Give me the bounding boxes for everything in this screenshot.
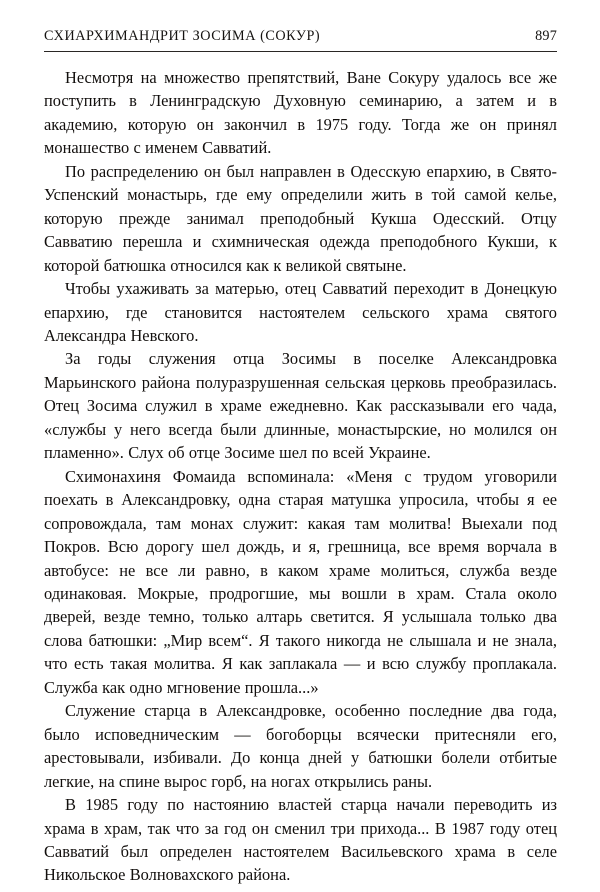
- paragraph: По распределению он был направлен в Одесскую епархию, в Свято-Успенский монастырь, где ему определили жить в той самой келье, которую прежде занимал преподобный Кукша Одесский. Отцу Савватию перешла и схимническая одежда преподобного Кукши, к которой батюшка относился как к великой святыне.: [44, 161, 557, 275]
- header-rule: [44, 51, 557, 52]
- running-head: [44, 28, 557, 50]
- paragraph: В 1985 году по настоянию властей старца начали переводить из храма в храм, так что за год он сменил три прихода... В 1987 году отец Савватий был определен настоятелем Васильевского храма в селе Никольское Волновахского района.: [44, 795, 557, 885]
- running-head-title: СХИАРХИМАНДРИТ ЗОСИМА (СОКУР): [44, 28, 321, 44]
- paragraph: Чтобы ухаживать за матерью, отец Савватий переходит в Донецкую епархию, где становится настоятелем сельского храма святого Александра Невского.: [44, 279, 557, 345]
- body-text: [44, 66, 557, 887]
- paragraph: Несмотря на множество препятствий, Ване Сокуру удалось все же поступить в Ленинградскую Духовную семинарию, а затем и в академию, которую он закончил в 1975 году. Тогда же он принял монашество с именем Савватий.: [44, 68, 557, 158]
- paragraph: Схимонахиня Фомаида вспоминала: «Меня с трудом уговорили поехать в Александровку, одна старая матушка упросила, чтобы я ее сопровождала, там монах служит: какая там молитва! Выехали под Покров. Всю дорогу шел дождь, и я, грешница, все время ворчала в автобусе: не все ли равно, в каком храме молиться, служба везде одинаковая. Мокрые, продрогшие, мы вошли в храм. Стала около дверей, везде темно, только алтарь светится. Я услышала только два слова батюшки: „Мир всем“. Я такого никогда не слышала и не знала, что есть такая молитва. Я как заплакала — и всю службу проплакала. Служба как одно мгновение прошла...»: [44, 466, 557, 697]
- page-number: 897: [535, 28, 557, 44]
- paragraph: Служение старца в Александровке, особенно последние два года, было исповедническим — богоборцы всячески притесняли его, арестовывали, избивали. До конца дней у батюшки болели отбитые легкие, на спине вырос горб, на ногах открылись раны.: [44, 701, 557, 791]
- paragraph: За годы служения отца Зосимы в поселке Александровка Марьинского района полуразрушенная сельская церковь преобразилась. Отец Зосима служил в храме ежедневно. Как рассказывали его чада, «службы у него всегда были длинные, монастырские, но молился он пламенно». Слух об отце Зосиме шел по всей Украине.: [44, 349, 557, 463]
